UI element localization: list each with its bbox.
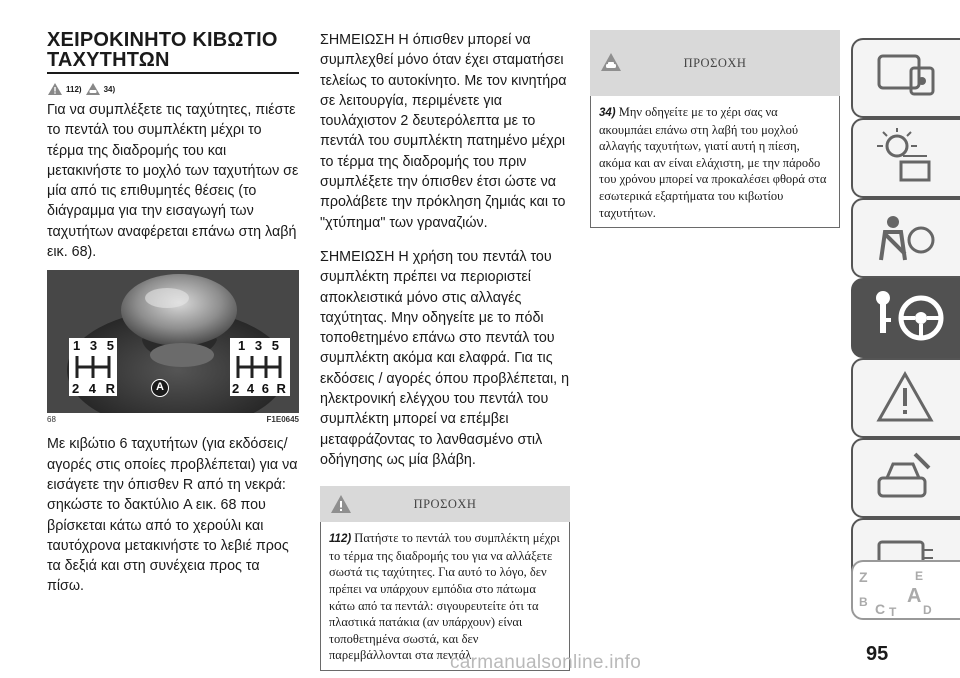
- right-plate-top-labels: 1 3 5: [238, 338, 282, 354]
- breakdown-icon: [871, 368, 941, 428]
- paragraph-reverse-gear: Με κιβώτιο 6 ταχυτήτων (για εκδόσεις/αγορές στις οποίες προβλέπεται) για να εισάγετε την όπισθεν R από τη νεκρά: σηκώστε το δακτύλιο A εικ. 68 που βρίσκεται κάτω από το χερούλι και ταυτόχρονα μετακινήστε το λεβιέ προς τα δεξιά και στη συνέχεια προς τα πίσω.: [47, 436, 298, 595]
- ring-marker-a: A: [151, 379, 169, 397]
- caution-body: [590, 96, 840, 228]
- caution-label: ΠΡΟΣΟΧΗ: [413, 496, 477, 511]
- caution-number: 34): [599, 107, 616, 119]
- index-letter-d: D: [923, 603, 932, 617]
- note-clutch-usage: ΣΗΜΕΙΩΣΗ Η χρήση του πεντάλ του συμπλέκτη πρέπει να περιοριστεί αποκλειστικά μόνο στις αλλαγές ταχύτητας. Μην οδηγείτε με το πόδι τοποθετημένο επάνω στο πεντάλ του συμπλέκτη ακόμα και ελαφρά. Για τις εκδόσεις / αγορές όπου προβλέπεται, η ηλεκτρονική ελέγχου του πεντάλ του συμπλέκτη μπορεί να επέμβει μεταφράζοντας το λανθασμένο στιλ οδήγησης ως μία βλάβη.: [320, 248, 570, 468]
- car-dashboard-icon: [871, 48, 941, 108]
- left-plate-bottom-labels: 2 4 R: [71, 381, 119, 397]
- figure-code: F1E0645: [266, 415, 299, 425]
- caution-header: [590, 30, 840, 96]
- caution-label: ΠΡΟΣΟΧΗ: [683, 55, 747, 70]
- page-number: 95: [866, 643, 889, 665]
- index-letter-z: Z: [859, 569, 868, 585]
- warning-triangle-icon: [47, 82, 63, 96]
- caution-block-112: [320, 486, 570, 671]
- index-letter-e: E: [915, 569, 924, 583]
- sidetab-warning-lights[interactable]: [851, 118, 960, 198]
- key-steering-icon: [871, 288, 951, 348]
- caution-text: Πατήστε το πεντάλ του συμπλέκτη μέχρι το τέρμα της διαδρομής του για να αλλάξετε σωστά τις ταχύτητες. Για αυτό το λόγο, δεν πρέπει να υπάρχουν εμπόδια στο πάτωμα κάτω από τα πεντάλ: σιγουρευτείτε ότι τα πλαστικά πατάκια (αν υπάρχουν) είναι τοποθετημένα σωστά, και δεν παρεμβάλλονται στα πεντάλ.: [329, 531, 560, 663]
- sidetab-starting-driving[interactable]: [851, 278, 960, 358]
- caution-header: [320, 486, 570, 522]
- note-reverse: ΣΗΜΕΙΩΣΗ Η όπισθεν μπορεί να συμπλεχθεί μόνο όταν έχει σταματήσει τελείως το αυτοκίνητο. Με τον κινητήρα σε λειτουργία, περιμένετε για τουλάχιστον 2 δευτερόλεπτα με το πεντάλ του συμπλέκτη πατημένο μέχρι το τέρμα της διαδρομής του πριν συμπλέξετε την όπισθεν έτσι ώστε να προλάβετε την πρόκληση ζημιάς και το "χτύπημα" των γραναζιών.: [320, 32, 567, 231]
- index-letters-icon: [853, 562, 943, 620]
- figure-number: 68: [47, 415, 56, 425]
- sidetab-emergency[interactable]: [851, 358, 960, 438]
- service-wrench-icon: [871, 448, 941, 508]
- sidetab-dashboard[interactable]: [851, 38, 960, 118]
- caution-number: 112): [329, 533, 352, 546]
- caution-car-icon: [85, 82, 101, 96]
- index-letter-t: T: [889, 605, 897, 619]
- gearshift-figure: [47, 270, 299, 413]
- sidetab-safety[interactable]: [851, 198, 960, 278]
- caution-car-icon: [600, 52, 622, 72]
- caution-block-34: [590, 30, 840, 228]
- warning-triangle-icon: [330, 494, 352, 514]
- section-title: [47, 30, 299, 70]
- index-letter-b: B: [859, 595, 868, 609]
- sidetab-maintenance[interactable]: [851, 438, 960, 518]
- figure-caption: [47, 415, 299, 424]
- warning-lights-icon: [871, 128, 941, 188]
- index-letter-c: C: [875, 601, 886, 617]
- section-title-line1: ΧΕΙΡΟΚΙΝΗΤΟ ΚΙΒΩΤΙΟ: [47, 29, 278, 51]
- paragraph-gear-engage: Για να συμπλέξετε τις ταχύτητες, πιέστε το πεντάλ του συμπλέκτη μέχρι το τέρμα της διαδρομής του και μετακινήστε το μοχλό των ταχυτήτων σε μία από τις επιθυμητές θέσεις (το διάγραμμα για την εισαγωγή των ταχυτήτων αναφέρεται επάνω στη λαβή εικ. 68).: [47, 102, 299, 261]
- warning-ref-34[interactable]: 34): [103, 84, 116, 94]
- left-column: [47, 30, 299, 597]
- warning-ref-112[interactable]: 112): [66, 84, 82, 94]
- seat-belt-icon: [871, 208, 941, 268]
- index-letter-a: A: [907, 585, 922, 607]
- sidetab-index[interactable]: [851, 560, 960, 620]
- left-plate-top-labels: 1 3 5: [73, 338, 117, 354]
- right-column: [590, 30, 840, 228]
- warning-refs: [47, 78, 299, 100]
- caution-body: [320, 522, 570, 671]
- caution-text: Μην οδηγείτε με το χέρι σας να ακουμπάει επάνω στη λαβή του μοχλού αλλαγής ταχυτήτων, γιατί αυτή η πίεση, ακόμα και αν είναι ελάχιστη, με την πάροδο του χρόνου μπορεί να προκαλέσει φθορά στα εσωτερικά εξαρτήματα του κιβωτίου ταχυτήτων.: [599, 105, 827, 220]
- section-title-line2: ΤΑΧΥΤΗΤΩΝ: [47, 49, 170, 71]
- right-plate-bottom-labels: 2 4 6 R: [232, 381, 288, 397]
- watermark: carmanualsonline.info: [450, 652, 642, 673]
- middle-column: [320, 30, 570, 671]
- title-rule: [47, 72, 299, 74]
